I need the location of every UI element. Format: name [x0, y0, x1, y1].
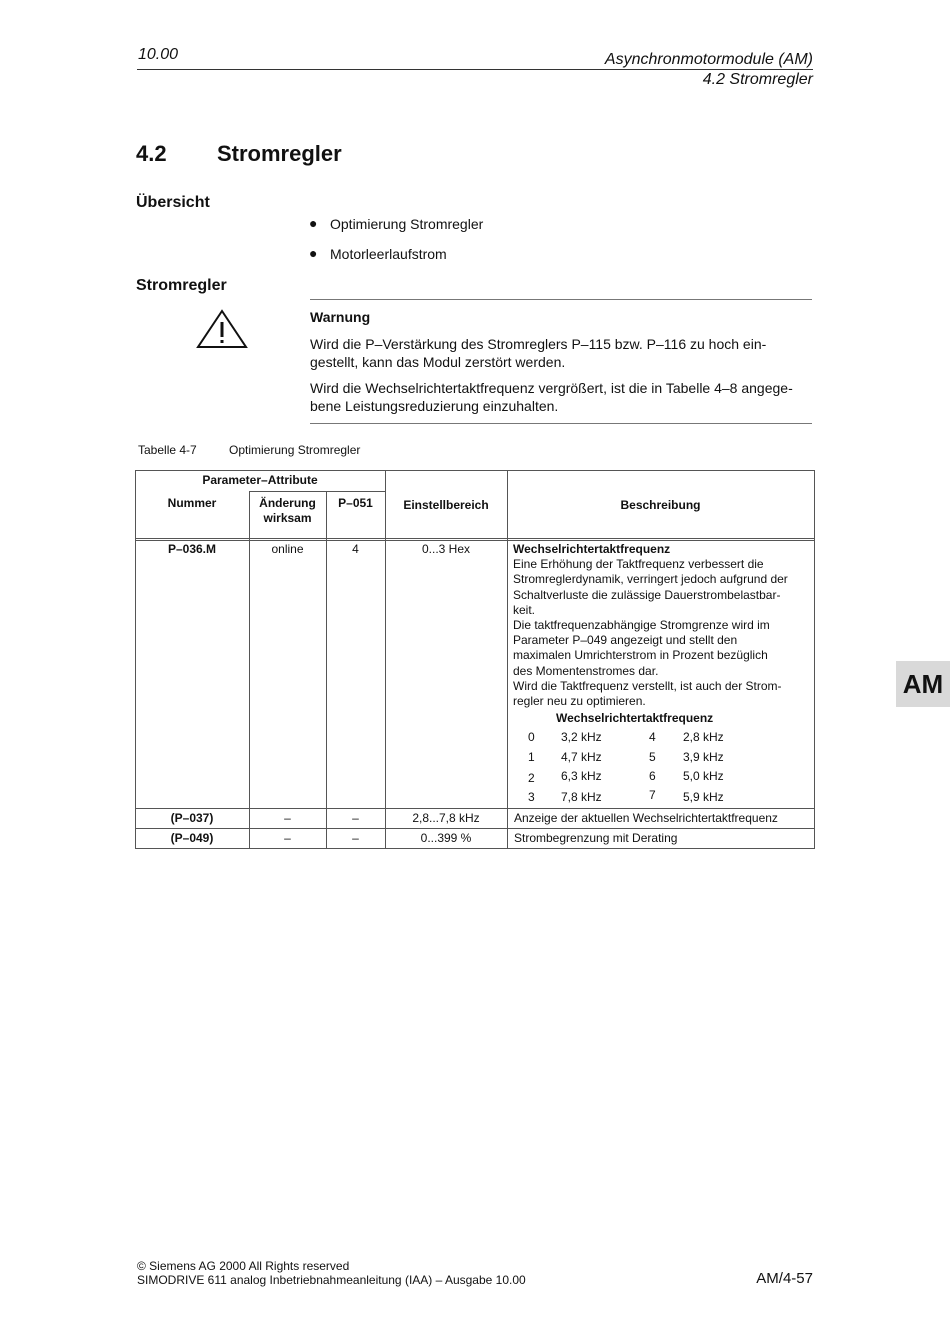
overview-heading: Übersicht — [136, 194, 210, 211]
table-rule — [135, 540, 815, 541]
header-change-effective: Änderung wirksam — [259, 496, 316, 526]
header-p051: P–051 — [338, 496, 373, 510]
freq-code: 3 — [528, 790, 535, 804]
table-rule — [135, 470, 815, 471]
table-rule — [135, 828, 815, 829]
row-description: Wechselrichtertaktfrequenz Eine Erhöhung der Taktfrequenz verbessert die Stromreglerdynamik, verringert jedoch aufgrund der Schaltverluste die zulässige Dauerstrombelastbar- keit. Die taktfrequenzabhängige Stromgrenze wird im Parameter P–049 angezeigt und stellt den maximalen Umrichterstrom in Prozent bezüglich des Momentenstromes dar. Wird die Taktfrequenz verstellt, ist auch der Strom- regler neu zu optimieren. — [513, 542, 788, 709]
header-description: Beschreibung — [620, 498, 701, 512]
freq-code: 0 — [528, 730, 535, 744]
freq-value: 3,9 kHz — [683, 750, 724, 764]
row-number: (P–049) — [170, 831, 214, 845]
current-controller-heading: Stromregler — [136, 277, 227, 294]
table-rule — [385, 470, 386, 849]
freq-code: 1 — [528, 750, 535, 764]
freq-value: 7,8 kHz — [561, 790, 602, 804]
overview-item: ● Optimierung Stromregler — [309, 215, 484, 232]
warning-text-1: Wird die P–Verstärkung des Stromreglers P–115 bzw. P–116 zu hoch ein- gestellt, kann das Modul zerstört werden. — [310, 336, 767, 370]
row-p051: 4 — [352, 542, 359, 556]
row-p051: – — [352, 811, 359, 825]
freq-code: 4 — [649, 730, 656, 744]
row-number: P–036.M — [167, 542, 217, 556]
freq-value: 6,3 kHz — [561, 769, 602, 783]
freq-code: 5 — [649, 750, 656, 764]
bullet-icon: ● — [309, 215, 318, 231]
row-description: Strombegrenzung mit Derating — [514, 831, 678, 845]
table-caption-label: Tabelle 4-7 — [138, 443, 197, 457]
frequency-table-title: Wechselrichtertaktfrequenz — [556, 711, 714, 725]
freq-code: 2 — [528, 771, 535, 785]
header-range: Einstellbereich — [403, 498, 489, 512]
table-rule — [135, 808, 815, 809]
table-rule — [135, 848, 815, 849]
row-description: Anzeige der aktuellen Wechselrichtertaktfrequenz — [514, 811, 778, 825]
header-number: Nummer — [167, 496, 217, 510]
row-p051: – — [352, 831, 359, 845]
section-number: 4.2 — [136, 141, 167, 166]
table-rule — [507, 470, 508, 849]
header-rule — [137, 69, 813, 70]
freq-code: 7 — [649, 788, 656, 802]
page-number: AM/4-57 — [756, 1270, 813, 1287]
header-chapter: Asynchronmotormodule (AM) — [604, 51, 813, 68]
row-change: online — [271, 542, 304, 556]
bullet-icon: ● — [309, 245, 318, 261]
row-range: 2,8...7,8 kHz — [412, 811, 480, 825]
freq-value: 5,9 kHz — [683, 790, 724, 804]
table-rule — [135, 470, 136, 849]
footer-document: SIMODRIVE 611 analog Inbetriebnahmeanleitung (IAA) – Ausgabe 10.00 — [137, 1273, 526, 1287]
warning-triangle-icon — [195, 308, 249, 350]
warning-bottom-rule — [310, 423, 812, 424]
header-parameter-attributes: Parameter–Attribute — [202, 473, 318, 487]
table-caption-title: Optimierung Stromregler — [229, 443, 361, 457]
freq-value: 2,8 kHz — [683, 730, 724, 744]
chapter-tab: AM — [896, 661, 950, 707]
freq-code: 6 — [649, 769, 656, 783]
header-section: 4.2 Stromregler — [702, 71, 813, 88]
footer-copyright: © Siemens AG 2000 All Rights reserved — [137, 1259, 350, 1273]
row-range: 0...3 Hex — [421, 542, 471, 556]
table-rule — [249, 491, 386, 492]
warning-top-rule — [310, 299, 812, 300]
freq-value: 4,7 kHz — [561, 750, 602, 764]
header-date: 10.00 — [138, 46, 179, 63]
section-title: Stromregler — [217, 141, 342, 166]
row-range: 0...399 % — [420, 831, 472, 845]
freq-value: 5,0 kHz — [683, 769, 724, 783]
table-rule — [135, 538, 815, 539]
row-number: (P–037) — [170, 811, 214, 825]
row-change: – — [284, 811, 291, 825]
parameter-table — [135, 470, 815, 849]
freq-value: 3,2 kHz — [561, 730, 602, 744]
row-change: – — [284, 831, 291, 845]
warning-title: Warnung — [310, 309, 371, 325]
table-rule — [814, 470, 815, 849]
overview-item: ● Motorleerlaufstrom — [309, 245, 447, 262]
warning-text-2: Wird die Wechselrichtertaktfrequenz vergrößert, ist die in Tabelle 4–8 angege- bene Leistungsreduzierung einzuhalten. — [310, 380, 793, 414]
